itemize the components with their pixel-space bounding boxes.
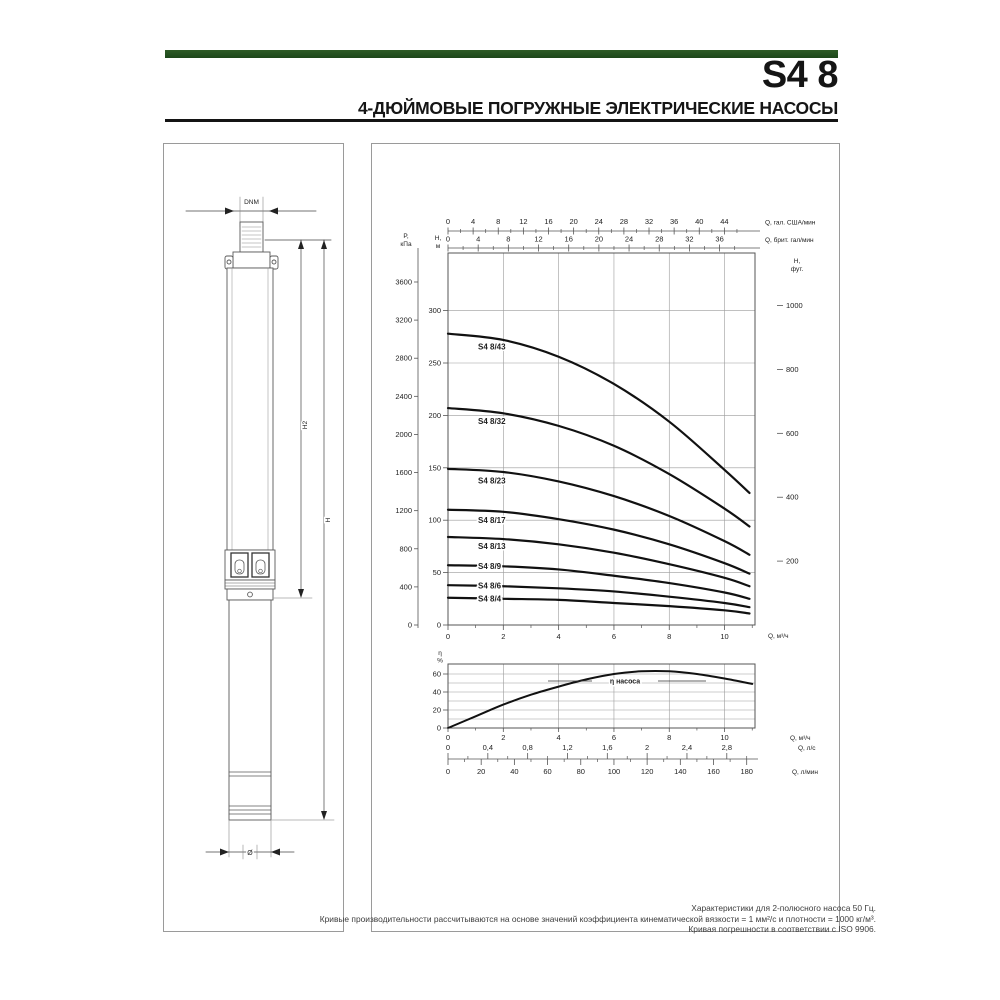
footer-note-line: Характеристики для 2-полюсного насоса 50 Гц.	[691, 903, 876, 913]
axis-tick-label: 2000	[395, 429, 412, 439]
axis-unit-label: кПа	[400, 241, 412, 248]
axis-tick-label: 2	[645, 743, 650, 752]
axis-tick-label: 120	[640, 767, 654, 776]
axis-tick-label: 0	[445, 632, 451, 641]
diameter-label: Ø	[247, 850, 253, 857]
axis-unit-label: Q, м³/ч	[768, 633, 789, 640]
axis-unit-label: Q, л/мин	[792, 769, 818, 776]
axis-unit-label: Q, гал. США/мин	[765, 219, 816, 227]
axis-tick-label: 6	[611, 733, 617, 742]
axis-tick-label: 44	[720, 217, 729, 226]
axis-tick-label: 8	[667, 632, 672, 641]
axis-tick-label: 80	[576, 767, 585, 776]
header-divider	[165, 119, 838, 122]
axis-tick-label: 10	[720, 632, 729, 641]
axis-tick-label: 50	[432, 568, 441, 578]
axis-unit-label: фут.	[790, 266, 804, 273]
axis-tick-label: 0	[445, 733, 451, 742]
h-dimension-label: H	[325, 517, 332, 523]
pump-drawing-panel	[163, 143, 344, 932]
axis-tick-label: 0,4	[482, 743, 494, 752]
axis-tick-label: 250	[428, 358, 441, 368]
curve-label-s4-8-23: S4 8/23	[478, 476, 506, 486]
axis-tick-label: 400	[786, 492, 799, 502]
axis-tick-label: 180	[740, 767, 753, 776]
axis-tick-label: 2400	[395, 391, 412, 401]
axis-tick-label: 0	[445, 217, 451, 226]
axis-unit-label: м	[435, 243, 441, 250]
axis-tick-label: 8	[667, 733, 672, 742]
charts-panel	[371, 143, 840, 932]
curve-label-s4-8-17: S4 8/17	[478, 515, 506, 525]
axis-tick-label: 200	[786, 556, 799, 566]
axis-tick-label: 0,8	[522, 743, 533, 752]
axis-tick-label: 0	[445, 743, 451, 752]
axis-unit-label: Q, брит. гал/мин	[765, 237, 814, 244]
axis-tick-label: 32	[685, 234, 694, 244]
axis-tick-label: 20	[432, 705, 441, 715]
page-title: S4 8	[761, 54, 838, 96]
axis-tick-label: 1,2	[562, 743, 573, 752]
axis-tick-label: 6	[611, 632, 617, 641]
axis-unit-label: P,	[403, 233, 409, 240]
axis-tick-label: 140	[674, 767, 687, 776]
axis-tick-label: 10	[720, 733, 729, 742]
axis-unit-label: %	[437, 657, 443, 665]
axis-tick-label: 8	[506, 234, 511, 244]
page-subtitle: 4-ДЮЙМОВЫЕ ПОГРУЖНЫЕ ЭЛЕКТРИЧЕСКИЕ НАСОСЫ	[357, 98, 838, 118]
axis-tick-label: 1,6	[602, 743, 613, 752]
axis-tick-label: 2	[501, 733, 506, 742]
footer-note-line: Кривая погрешности в соответствии с ISO 9906.	[688, 924, 876, 935]
axis-tick-label: 8	[496, 217, 501, 226]
axis-tick-label: 3200	[395, 315, 412, 325]
axis-unit-label: Q, л/с	[798, 745, 816, 752]
axis-tick-label: 400	[399, 582, 412, 592]
h2-dimension-label: H2	[302, 420, 309, 430]
curve-label-s4-8-9: S4 8/9	[478, 561, 502, 571]
axis-tick-label: 16	[564, 234, 573, 244]
axis-tick-label: 2,8	[721, 743, 733, 752]
axis-tick-label: 20	[594, 234, 604, 244]
axis-tick-label: 28	[619, 217, 629, 226]
axis-tick-label: 36	[715, 234, 724, 244]
axis-tick-label: 4	[556, 733, 561, 742]
curve-label-s4-8-13: S4 8/13	[478, 542, 506, 552]
axis-tick-label: 0	[436, 620, 441, 630]
axis-tick-label: 100	[607, 767, 621, 776]
axis-tick-label: 12	[519, 217, 528, 226]
axis-tick-label: 12	[534, 234, 543, 244]
axis-tick-label: 1000	[786, 301, 803, 311]
axis-tick-label: 0	[445, 234, 451, 244]
axis-tick-label: 3600	[395, 277, 412, 287]
axis-tick-label: 100	[428, 515, 441, 525]
axis-tick-label: 600	[786, 428, 799, 438]
axis-tick-label: 4	[556, 632, 561, 641]
axis-unit-label: Q, м³/ч	[790, 735, 811, 742]
axis-tick-label: 800	[786, 364, 799, 374]
axis-tick-label: 300	[428, 306, 441, 316]
axis-unit-label: H,	[434, 235, 442, 242]
axis-tick-label: 2800	[395, 353, 412, 363]
axis-tick-label: 2,4	[681, 743, 693, 752]
axis-tick-label: 4	[476, 234, 481, 244]
axis-tick-label: 40	[510, 767, 519, 776]
curve-label-s4-8-4: S4 8/4	[478, 594, 502, 604]
footer-notes	[136, 903, 876, 935]
dnm-label: DNM	[244, 199, 259, 206]
axis-tick-label: 40	[432, 687, 441, 697]
axis-tick-label: 1600	[395, 468, 412, 478]
axis-tick-label: 4	[471, 217, 476, 226]
eta-curve-label: η насоса	[609, 678, 641, 686]
axis-tick-label: 20	[569, 217, 578, 226]
axis-unit-label: η	[438, 650, 442, 657]
axis-tick-label: 1200	[395, 506, 412, 516]
axis-tick-label: 150	[428, 463, 441, 473]
axis-unit-label: H,	[793, 258, 801, 265]
axis-tick-label: 60	[432, 669, 441, 679]
curve-label-s4-8-32: S4 8/32	[478, 417, 506, 427]
axis-tick-label: 16	[544, 217, 553, 226]
axis-tick-label: 0	[407, 620, 412, 630]
axis-tick-label: 36	[669, 217, 679, 226]
footer-note-line: Кривые производительности рассчитываются на основе значений коэффициента кинематической вязкости = 1 мм²/с и плотности = 1000 кг/м³.	[319, 913, 876, 924]
curve-label-s4-8-43: S4 8/43	[478, 342, 506, 352]
axis-tick-label: 20	[477, 767, 486, 776]
axis-tick-label: 60	[543, 767, 552, 776]
axis-tick-label: 24	[594, 217, 603, 226]
axis-tick-label: 28	[655, 234, 664, 244]
axis-tick-label: 160	[707, 767, 720, 776]
axis-tick-label: 0	[445, 767, 451, 776]
axis-tick-label: 800	[399, 544, 412, 554]
axis-tick-label: 40	[695, 217, 704, 226]
axis-tick-label: 24	[624, 234, 634, 244]
axis-tick-label: 200	[428, 410, 441, 420]
brand-green-bar	[165, 50, 838, 58]
axis-tick-label: 2	[501, 632, 506, 641]
axis-tick-label: 0	[436, 723, 441, 733]
curve-label-s4-8-6: S4 8/6	[478, 581, 502, 591]
axis-tick-label: 32	[644, 217, 654, 226]
